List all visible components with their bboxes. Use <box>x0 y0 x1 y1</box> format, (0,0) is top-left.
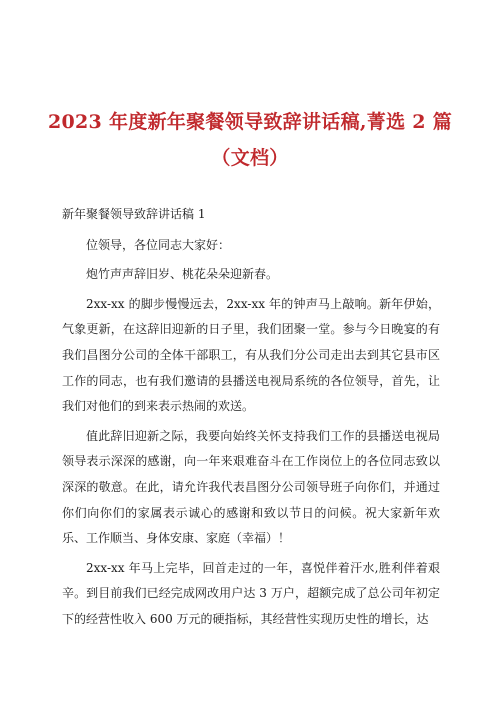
body-paragraph: 2xx-xx 年马上完毕，回首走过的一年，喜悦伴着汗水,胜利伴着艰辛。到目前我们已经完成网改用户达 3 万户，超额完成了总公司年初定下的经营性收入 600 万元的硬指标，其经营性实现历史性的增长，达 <box>62 560 440 626</box>
opening-paragraph: 炮竹声声辞旧岁、桃花朵朵迎新春。 <box>86 267 279 282</box>
greeting-paragraph: 位领导，各位同志大家好： <box>86 237 231 252</box>
body-paragraph: 值此辞旧迎新之际，我要向始终关怀支持我们工作的县播送电视局领导表示深深的感谢，向一年来艰难奋斗在工作岗位上的各位同志致以深深的敬意。在此，请允许我代表昌图分公司领导班子向你们，并通过你们向你们的家属表示诚心的感谢和致以节日的问候。祝大家新年欢乐、工作顺当、身体安康、家庭（幸福）！ <box>62 428 440 546</box>
document-title: 2023 年度新年聚餐领导致辞讲话稿,菁选 2 篇 <box>47 111 453 133</box>
body-paragraph: 2xx-xx 的脚步慢慢远去，2xx-xx 年的钟声马上敲响。新年伊始，气象更新，在这辞旧迎新的日子里，我们团聚一堂。参与今日晚宴的有我们昌图分公司的全体干部职工，有从我们分公司走出去到其它县市区工作的同志，也有我们邀请的县播送电视局系统的各位领导，首先，让我们对他们的到来表示热闹的欢送。 <box>62 296 440 414</box>
document-title-suffix: （文档） <box>211 147 289 169</box>
section-heading: 新年聚餐领导致辞讲话稿 1 <box>62 207 206 221</box>
document-body <box>62 202 440 637</box>
